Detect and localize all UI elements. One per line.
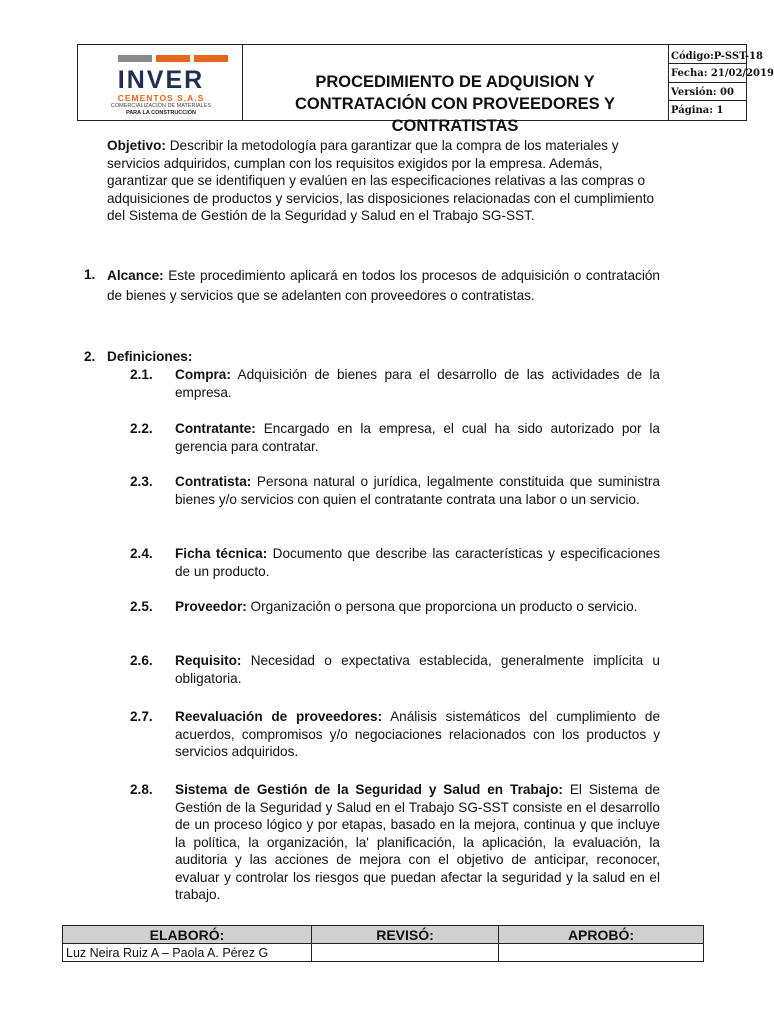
approval-table	[62, 925, 704, 962]
title-line-3: CONTRATISTAS	[391, 117, 519, 135]
def-item	[175, 420, 660, 455]
def-number: 2.5.	[130, 599, 153, 614]
alcance-number: 1.	[84, 267, 96, 282]
alcance-text: Este procedimiento aplicará en todos los procesos de adquisición o contratación de bienes y servicios que se adelanten con proveedores o contratistas.	[107, 268, 660, 303]
objetivo-text: Describir la metodología para garantizar que la compra de los materiales y servicios adquiridos, cumplan con los requisitos exigidos por la empresa. Además, garantizar que se identifiquen y evalúen en las especificaciones relativas a las compras o adquisiciones de productos y servicios, las disposiciones relacionadas con el cumplimiento del Sistema de Gestión de la Seguridad y Salud en el Trabajo SG-SST.	[107, 138, 655, 223]
document-version: Versión: 00	[668, 83, 746, 102]
def-term: Sistema de Gestión de la Seguridad y Salud en Trabajo:	[175, 782, 563, 797]
def-text: Encargado en la empresa, el cual ha sido autorizado por la gerencia para contratar.	[175, 421, 660, 454]
document-title	[242, 71, 668, 137]
def-term: Requisito:	[175, 653, 242, 668]
logo-subbrand: CEMENTOS S.A.S	[117, 93, 205, 103]
title-line-2: CONTRATACIÓN CON PROVEEDORES Y	[295, 95, 615, 113]
def-number: 2.8.	[130, 782, 153, 797]
def-item	[175, 652, 660, 687]
def-item	[175, 473, 660, 508]
reviso-header: REVISÓ:	[312, 926, 499, 944]
def-text: Persona natural o jurídica, legalmente constituida que suministra bienes y/o servicios con quien el contratante contrata una labor o un servicio.	[175, 474, 660, 507]
alcance-paragraph	[107, 266, 660, 306]
def-text: Documento que describe las características y especificaciones de un producto.	[175, 546, 661, 579]
alcance-label: Alcance:	[107, 268, 164, 283]
definiciones-number: 2.	[84, 349, 96, 364]
def-item	[175, 366, 660, 401]
definiciones-label: Definiciones:	[107, 349, 193, 364]
aprobo-header: APROBÓ:	[499, 926, 704, 944]
def-item	[175, 545, 660, 580]
def-number: 2.2.	[130, 421, 153, 436]
def-term: Proveedor:	[175, 599, 247, 614]
def-term: Ficha técnica:	[175, 546, 268, 561]
logo-bar-gray	[118, 55, 152, 62]
def-term: Reevaluación de proveedores:	[175, 709, 383, 724]
document-title-cell	[242, 45, 669, 135]
def-number: 2.1.	[130, 367, 153, 382]
aprobo-value	[499, 944, 704, 962]
def-text: Necesidad o expectativa establecida, generalmente implícita u obligatoria.	[175, 653, 660, 686]
definiciones-heading	[107, 348, 192, 366]
document-code: Código:P-SST-18	[668, 45, 746, 64]
logo-tagline: COMERCIALIZACIÓN DE MATERIALES	[110, 103, 212, 109]
reviso-value	[312, 944, 499, 962]
document-meta	[668, 45, 774, 120]
objetivo-paragraph	[107, 137, 659, 225]
def-number: 2.7.	[130, 709, 153, 724]
def-text: Análisis sistemáticos del cumplimiento de acuerdos, compromisos y/o negociaciones relacionados con los productos y servicios adquiridos.	[175, 709, 661, 759]
logo-bar-orange	[156, 55, 190, 62]
def-number: 2.3.	[130, 474, 153, 489]
def-number: 2.6.	[130, 653, 153, 668]
logo-tagline-2: PARA LA CONSTRUCCIÓN	[125, 110, 197, 116]
document-header	[77, 44, 774, 135]
approval-values-row	[63, 944, 704, 962]
approval-header-row	[63, 926, 704, 944]
def-text: Adquisición de bienes para el desarrollo de las actividades de la empresa.	[175, 367, 660, 400]
def-term: Compra:	[175, 367, 231, 382]
def-item	[175, 708, 660, 761]
def-item	[175, 781, 660, 904]
document-date: Fecha: 21/02/2019	[668, 64, 746, 83]
objetivo-label: Objetivo:	[107, 138, 166, 153]
company-logo	[78, 45, 243, 120]
title-line-1: PROCEDIMIENTO DE ADQUISION Y	[315, 73, 595, 91]
def-text: El Sistema de Gestión de la Seguridad y Salud en el Trabajo SG-SST consiste en el desarrollo de un proceso lógico y por etapas, basado en la mejora, continua y que incluye la política, la organización, la' planificación, la aplicación, la evaluación, la auditoria y las acciones de mejora con el objetivo de anticipar, reconocer, evaluar y controlar los riesgos que puedan afectar la seguridad y la salud en el trabajo.	[175, 782, 660, 902]
def-text: Organización o persona que proporciona un producto o servicio.	[246, 599, 638, 614]
def-term: Contratista:	[175, 474, 252, 489]
logo-bar-orange-2	[194, 55, 228, 62]
def-number: 2.4.	[130, 546, 153, 561]
logo-brand: INVER	[117, 66, 205, 94]
def-item	[175, 598, 660, 616]
elaboro-value: Luz Neira Ruiz A – Paola A. Pérez G	[63, 944, 312, 962]
def-term: Contratante:	[175, 421, 256, 436]
elaboro-header: ELABORÓ:	[63, 926, 312, 944]
document-page: Página: 1	[671, 105, 724, 117]
